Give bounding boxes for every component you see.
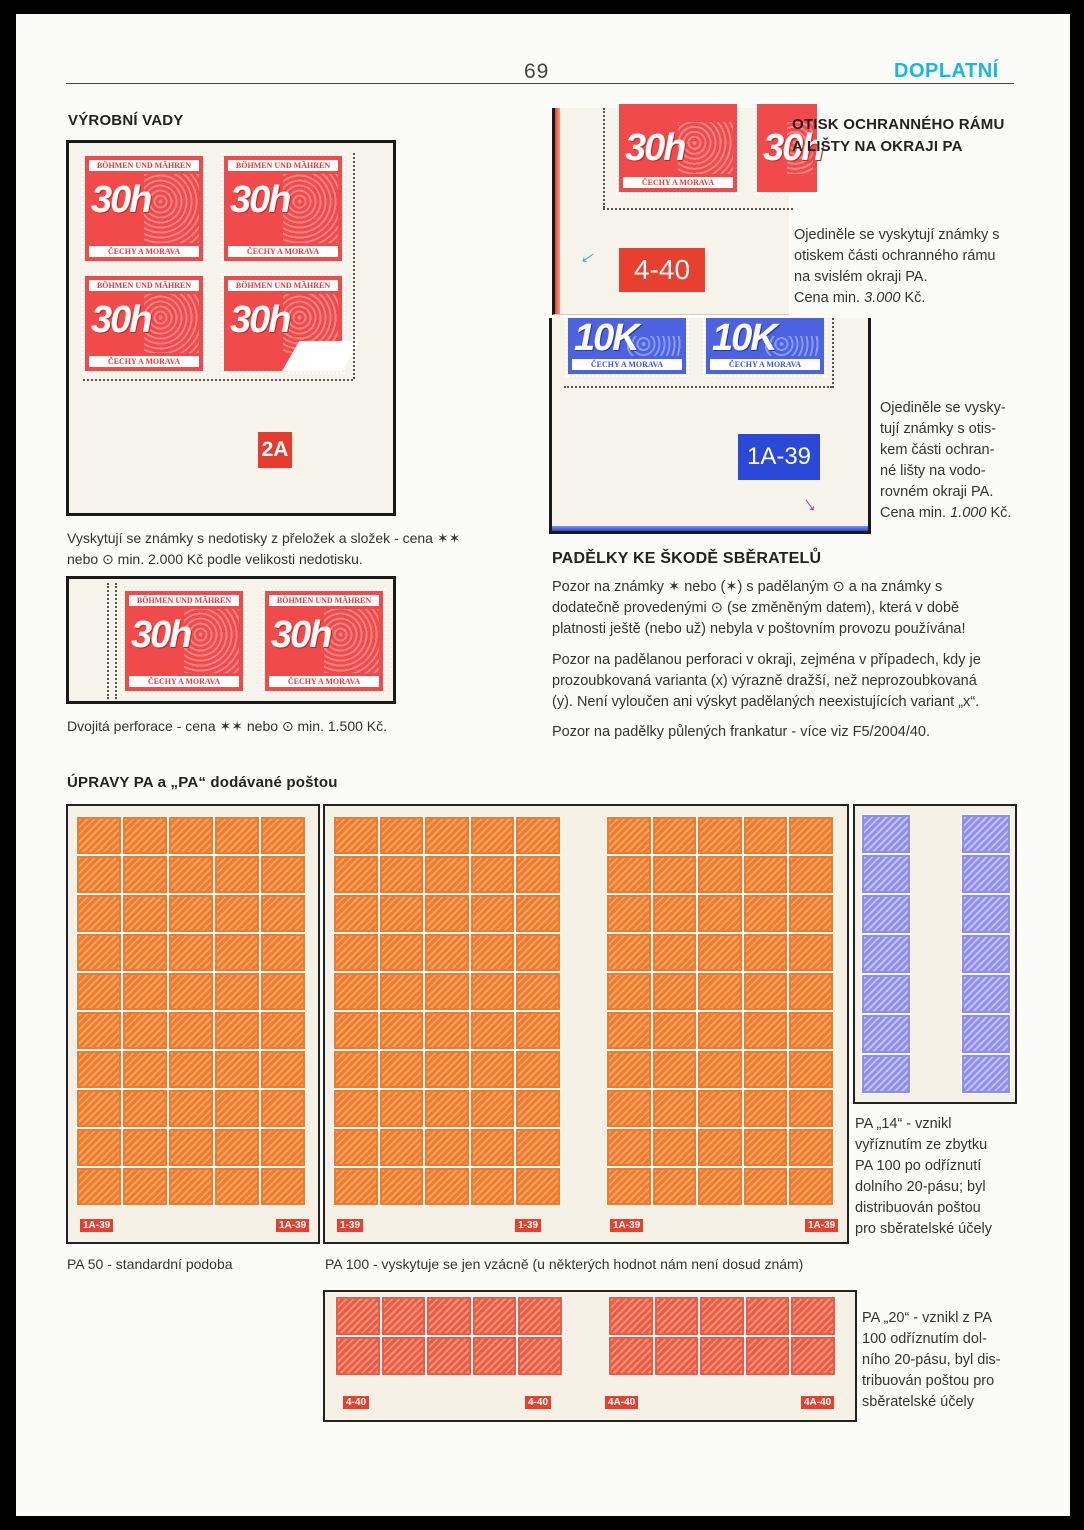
gutter: [911, 934, 961, 974]
gutter: [563, 1336, 609, 1376]
miniature-stamp: [515, 1089, 561, 1128]
caption-pa20: PA „20“ - vznikl z PA 100 odříznutím dol- ního 20-pásu, byl dis- tribuován poštou pro sběratelské účely: [862, 1310, 1001, 1410]
caption-double-perforation: Dvojitá perforace - cena ✶✶ nebo ⊙ min. 1.500 Kč.: [67, 718, 388, 734]
miniature-stamp: [122, 972, 168, 1011]
miniature-stamp: [168, 855, 214, 894]
miniature-stamp: [76, 855, 122, 894]
pa50-sheet-image: [66, 804, 320, 1244]
miniature-stamp: [606, 855, 652, 894]
otisk-text-2: Ojediněle se vysky- tují známky s otis- kem části ochran- né lišty na vodo- rovném okraji PA. Cena min. 1.000 Kč.: [880, 400, 1012, 521]
miniature-stamp: [76, 816, 122, 855]
miniature-stamp: [743, 816, 789, 855]
miniature-stamp: [335, 1336, 381, 1376]
stamp: 10K ČECHY A MORAVA: [706, 318, 824, 374]
miniature-stamp: [379, 1050, 425, 1089]
miniature-stamp: [606, 1167, 652, 1206]
otisk-heading: OTISK OCHRANNÉHO RÁMU A LIŠTY NA OKRAJI PA: [792, 116, 1005, 155]
miniature-stamp: [606, 894, 652, 933]
miniature-stamp: [788, 1050, 834, 1089]
gutter: [561, 1128, 607, 1167]
miniature-stamp: [379, 1011, 425, 1050]
stamp: 30h ČECHY A MORAVA: [619, 104, 737, 192]
miniature-stamp: [379, 1167, 425, 1206]
miniature-stamp: [333, 1050, 379, 1089]
miniature-stamp: [260, 855, 306, 894]
miniature-stamp: [214, 1011, 260, 1050]
miniature-stamp: [424, 1128, 470, 1167]
stamp-block-image: [66, 140, 396, 516]
plate-mark: 1A-39: [738, 434, 820, 480]
plate-mark: 1A-39: [276, 1219, 309, 1232]
stamp: BÖHMEN UND MÄHREN 30h ČECHY A MORAVA: [85, 276, 203, 371]
miniature-stamp: [122, 1128, 168, 1167]
miniature-stamp: [861, 894, 911, 934]
pa100-stamp-grid: [333, 816, 834, 1206]
miniature-stamp: [745, 1336, 791, 1376]
miniature-stamp: [260, 1050, 306, 1089]
section-title: DOPLATNÍ: [894, 60, 999, 82]
miniature-stamp: [608, 1296, 654, 1336]
miniature-stamp: [697, 1011, 743, 1050]
miniature-stamp: [333, 894, 379, 933]
miniature-stamp: [424, 933, 470, 972]
miniature-stamp: [515, 972, 561, 1011]
miniature-stamp: [790, 1296, 836, 1336]
gutter: [561, 1050, 607, 1089]
miniature-stamp: [379, 816, 425, 855]
gutter: [911, 894, 961, 934]
miniature-stamp: [424, 972, 470, 1011]
miniature-stamp: [961, 854, 1011, 894]
stamp: 30h: [757, 104, 817, 192]
miniature-stamp: [515, 1011, 561, 1050]
miniature-stamp: [743, 1167, 789, 1206]
miniature-stamp: [699, 1336, 745, 1376]
miniature-stamp: [472, 1296, 518, 1336]
miniature-stamp: [652, 972, 698, 1011]
miniature-stamp: [168, 1089, 214, 1128]
miniature-stamp: [788, 972, 834, 1011]
miniature-stamp: [788, 894, 834, 933]
miniature-stamp: [654, 1296, 700, 1336]
miniature-stamp: [699, 1296, 745, 1336]
caption-pa100: PA 100 - vyskytuje se jen vzácně (u některých hodnot nám není dosud znám): [325, 1256, 804, 1272]
miniature-stamp: [424, 1167, 470, 1206]
miniature-stamp: [424, 1089, 470, 1128]
miniature-stamp: [470, 855, 516, 894]
miniature-stamp: [470, 972, 516, 1011]
gutter: [911, 974, 961, 1014]
miniature-stamp: [515, 933, 561, 972]
miniature-stamp: [76, 1167, 122, 1206]
stamp: BÖHMEN UND MÄHREN 30h ČECHY A MORAVA: [85, 156, 203, 261]
miniature-stamp: [260, 816, 306, 855]
miniature-stamp: [861, 814, 911, 854]
miniature-stamp: [424, 894, 470, 933]
miniature-stamp: [652, 1050, 698, 1089]
miniature-stamp: [379, 1089, 425, 1128]
miniature-stamp: [961, 974, 1011, 1014]
miniature-stamp: [76, 1050, 122, 1089]
miniature-stamp: [515, 894, 561, 933]
miniature-stamp: [168, 1050, 214, 1089]
miniature-stamp: [76, 894, 122, 933]
miniature-stamp: [654, 1336, 700, 1376]
arrow-indicator-cyan: ←: [569, 238, 602, 272]
miniature-stamp: [168, 1167, 214, 1206]
miniature-stamp: [214, 972, 260, 1011]
miniature-stamp: [652, 894, 698, 933]
pa100-sheet-image: [323, 804, 849, 1244]
miniature-stamp: [697, 1050, 743, 1089]
stamp: BÖHMEN UND MÄHREN 30h ČECHY A MORAVA: [265, 591, 383, 691]
miniature-stamp: [790, 1336, 836, 1376]
arrow-indicator-magenta: ←: [790, 491, 824, 524]
miniature-stamp: [517, 1296, 563, 1336]
miniature-stamp: [333, 1128, 379, 1167]
miniature-stamp: [961, 1054, 1011, 1094]
miniature-stamp: [697, 1089, 743, 1128]
miniature-stamp: [214, 855, 260, 894]
miniature-stamp: [697, 855, 743, 894]
miniature-stamp: [470, 933, 516, 972]
gutter: [911, 814, 961, 854]
miniature-stamp: [606, 1050, 652, 1089]
miniature-stamp: [961, 894, 1011, 934]
miniature-stamp: [652, 1167, 698, 1206]
miniature-stamp: [214, 1167, 260, 1206]
miniature-stamp: [743, 1011, 789, 1050]
plate-mark: 1-39: [515, 1219, 541, 1232]
miniature-stamp: [515, 1050, 561, 1089]
miniature-stamp: [961, 814, 1011, 854]
miniature-stamp: [861, 1014, 911, 1054]
miniature-stamp: [515, 855, 561, 894]
miniature-stamp: [333, 1011, 379, 1050]
stamp-with-missing-print: BÖHMEN UND MÄHREN 30h: [224, 276, 342, 371]
plate-mark: 4-40: [343, 1396, 369, 1409]
miniature-stamp: [861, 1054, 911, 1094]
miniature-stamp: [743, 855, 789, 894]
stamp: BÖHMEN UND MÄHREN 30h ČECHY A MORAVA: [224, 156, 342, 261]
miniature-stamp: [379, 1128, 425, 1167]
miniature-stamp: [76, 1011, 122, 1050]
miniature-stamp: [697, 933, 743, 972]
miniature-stamp: [379, 855, 425, 894]
plate-mark: 4-40: [525, 1396, 551, 1409]
pa20-sheet-image: [323, 1290, 857, 1422]
plate-mark: 4A-40: [605, 1396, 638, 1409]
miniature-stamp: [606, 972, 652, 1011]
gutter: [561, 855, 607, 894]
miniature-stamp: [260, 894, 306, 933]
plate-mark: 1-39: [337, 1219, 363, 1232]
padelky-paragraph-3: Pozor na padělky půlených frankatur - více viz F5/2004/40.: [552, 724, 931, 740]
miniature-stamp: [743, 933, 789, 972]
miniature-stamp: [260, 1167, 306, 1206]
miniature-stamp: [379, 894, 425, 933]
stamp: BÖHMEN UND MÄHREN 30h ČECHY A MORAVA: [125, 591, 243, 691]
frame-imprint-image-blue: [549, 318, 871, 534]
gutter: [911, 1014, 961, 1054]
miniature-stamp: [743, 1050, 789, 1089]
miniature-stamp: [424, 1050, 470, 1089]
miniature-stamp: [168, 933, 214, 972]
miniature-stamp: [652, 816, 698, 855]
miniature-stamp: [333, 933, 379, 972]
miniature-stamp: [333, 972, 379, 1011]
miniature-stamp: [697, 894, 743, 933]
miniature-stamp: [76, 972, 122, 1011]
miniature-stamp: [122, 1089, 168, 1128]
gutter: [561, 894, 607, 933]
miniature-stamp: [470, 1011, 516, 1050]
miniature-stamp: [426, 1296, 472, 1336]
otisk-text-1: Ojediněle se vyskytují známky s otiskem části ochranného rámu na svislém okraji PA. Cena min. 3.000 Kč.: [794, 227, 1000, 306]
miniature-stamp: [424, 1011, 470, 1050]
caption-pa50: PA 50 - standardní podoba: [67, 1256, 233, 1272]
miniature-stamp: [743, 894, 789, 933]
double-perforation-pair-image: [66, 576, 396, 704]
miniature-stamp: [381, 1336, 427, 1376]
miniature-stamp: [168, 816, 214, 855]
miniature-stamp: [606, 1089, 652, 1128]
miniature-stamp: [472, 1336, 518, 1376]
gutter: [561, 1089, 607, 1128]
miniature-stamp: [470, 1128, 516, 1167]
miniature-stamp: [381, 1296, 427, 1336]
plate-mark: 4A-40: [801, 1396, 834, 1409]
frame-imprint-image-red: [552, 108, 823, 315]
stamp: 10K ČECHY A MORAVA: [568, 318, 686, 374]
miniature-stamp: [788, 1128, 834, 1167]
miniature-stamp: [697, 816, 743, 855]
pa20-stamp-grid: [335, 1296, 836, 1376]
gutter: [561, 1167, 607, 1206]
caption-nedotisky: Vyskytují se známky s nedotisky z přeložek a složek - cena ✶✶ nebo ⊙ min. 2.000 Kč podle velikosti nedotisku.: [67, 530, 461, 567]
plate-mark: 2A: [258, 432, 292, 468]
miniature-stamp: [214, 894, 260, 933]
miniature-stamp: [122, 933, 168, 972]
miniature-stamp: [697, 972, 743, 1011]
miniature-stamp: [470, 1167, 516, 1206]
miniature-stamp: [168, 894, 214, 933]
miniature-stamp: [333, 816, 379, 855]
miniature-stamp: [122, 1050, 168, 1089]
miniature-stamp: [515, 1167, 561, 1206]
miniature-stamp: [76, 1089, 122, 1128]
miniature-stamp: [788, 1011, 834, 1050]
pa14-stamp-grid: [861, 814, 1011, 1094]
gutter: [561, 972, 607, 1011]
miniature-stamp: [652, 1011, 698, 1050]
vyrobni-vady-heading: VÝROBNÍ VADY: [68, 112, 184, 129]
gutter: [911, 854, 961, 894]
miniature-stamp: [379, 972, 425, 1011]
miniature-stamp: [861, 974, 911, 1014]
padelky-paragraph-2: Pozor na padělanou perforaci v okraji, zejména v případech, kdy je prozoubkovaná varianta (x) výrazně dražší, než neprozoubkovaná (y). Není vyloučen ani výskyt padělaných neexistujících variant „x“.: [552, 652, 981, 710]
miniature-stamp: [606, 1128, 652, 1167]
miniature-stamp: [426, 1336, 472, 1376]
miniature-stamp: [470, 894, 516, 933]
miniature-stamp: [606, 933, 652, 972]
miniature-stamp: [379, 933, 425, 972]
miniature-stamp: [333, 1167, 379, 1206]
miniature-stamp: [745, 1296, 791, 1336]
miniature-stamp: [788, 933, 834, 972]
miniature-stamp: [697, 1167, 743, 1206]
miniature-stamp: [515, 1128, 561, 1167]
miniature-stamp: [122, 894, 168, 933]
gutter: [561, 1011, 607, 1050]
miniature-stamp: [214, 816, 260, 855]
miniature-stamp: [652, 1089, 698, 1128]
plate-mark: 1A-39: [610, 1219, 643, 1232]
miniature-stamp: [470, 816, 516, 855]
miniature-stamp: [260, 1089, 306, 1128]
plate-mark: 4-40: [619, 248, 705, 292]
miniature-stamp: [652, 1128, 698, 1167]
miniature-stamp: [606, 1011, 652, 1050]
miniature-stamp: [122, 1011, 168, 1050]
miniature-stamp: [122, 855, 168, 894]
miniature-stamp: [168, 1128, 214, 1167]
miniature-stamp: [122, 1167, 168, 1206]
miniature-stamp: [424, 816, 470, 855]
miniature-stamp: [470, 1050, 516, 1089]
miniature-stamp: [333, 855, 379, 894]
miniature-stamp: [168, 1011, 214, 1050]
pa14-sheet-image: [853, 804, 1017, 1104]
caption-pa14: PA „14“ - vznikl vyříznutím ze zbytku PA 100 po odříznutí dolního 20-pásu; byl distribuován poštou pro sběratelské účely: [855, 1116, 993, 1237]
miniature-stamp: [260, 1128, 306, 1167]
gutter: [911, 1054, 961, 1094]
catalog-page: [16, 14, 1070, 1516]
miniature-stamp: [517, 1336, 563, 1376]
miniature-stamp: [333, 1089, 379, 1128]
header-rule: [66, 83, 1014, 84]
miniature-stamp: [743, 1089, 789, 1128]
miniature-stamp: [788, 1089, 834, 1128]
miniature-stamp: [608, 1336, 654, 1376]
miniature-stamp: [260, 933, 306, 972]
plate-mark: 1A-39: [805, 1219, 838, 1232]
miniature-stamp: [652, 855, 698, 894]
miniature-stamp: [214, 1050, 260, 1089]
miniature-stamp: [652, 933, 698, 972]
miniature-stamp: [76, 933, 122, 972]
gutter: [563, 1296, 609, 1336]
miniature-stamp: [260, 972, 306, 1011]
miniature-stamp: [260, 1011, 306, 1050]
plate-mark: 1A-39: [80, 1219, 113, 1232]
miniature-stamp: [788, 1167, 834, 1206]
miniature-stamp: [168, 972, 214, 1011]
miniature-stamp: [743, 972, 789, 1011]
miniature-stamp: [697, 1128, 743, 1167]
miniature-stamp: [788, 855, 834, 894]
miniature-stamp: [861, 854, 911, 894]
miniature-stamp: [961, 1014, 1011, 1054]
miniature-stamp: [122, 816, 168, 855]
miniature-stamp: [743, 1128, 789, 1167]
miniature-stamp: [861, 934, 911, 974]
upravy-heading: ÚPRAVY PA a „PA“ dodávané poštou: [67, 774, 338, 791]
miniature-stamp: [961, 934, 1011, 974]
miniature-stamp: [214, 1128, 260, 1167]
pa50-stamp-grid: [76, 816, 306, 1206]
miniature-stamp: [214, 1089, 260, 1128]
miniature-stamp: [214, 933, 260, 972]
miniature-stamp: [470, 1089, 516, 1128]
miniature-stamp: [788, 816, 834, 855]
padelky-heading: PADĚLKY KE ŠKODĚ SBĚRATELŮ: [552, 550, 822, 567]
miniature-stamp: [335, 1296, 381, 1336]
miniature-stamp: [606, 816, 652, 855]
miniature-stamp: [76, 1128, 122, 1167]
miniature-stamp: [424, 855, 470, 894]
miniature-stamp: [515, 816, 561, 855]
gutter: [561, 933, 607, 972]
page-number: 69: [524, 60, 550, 83]
padelky-paragraph-1: Pozor na známky ✶ nebo (✶) s padělaným ⊙ a na známky s dodatečně provedenými ⊙ (se změněným datem), která v době platnosti ještě (nebo už) nebyla v poštovním provozu používána!: [552, 579, 966, 637]
gutter: [561, 816, 607, 855]
